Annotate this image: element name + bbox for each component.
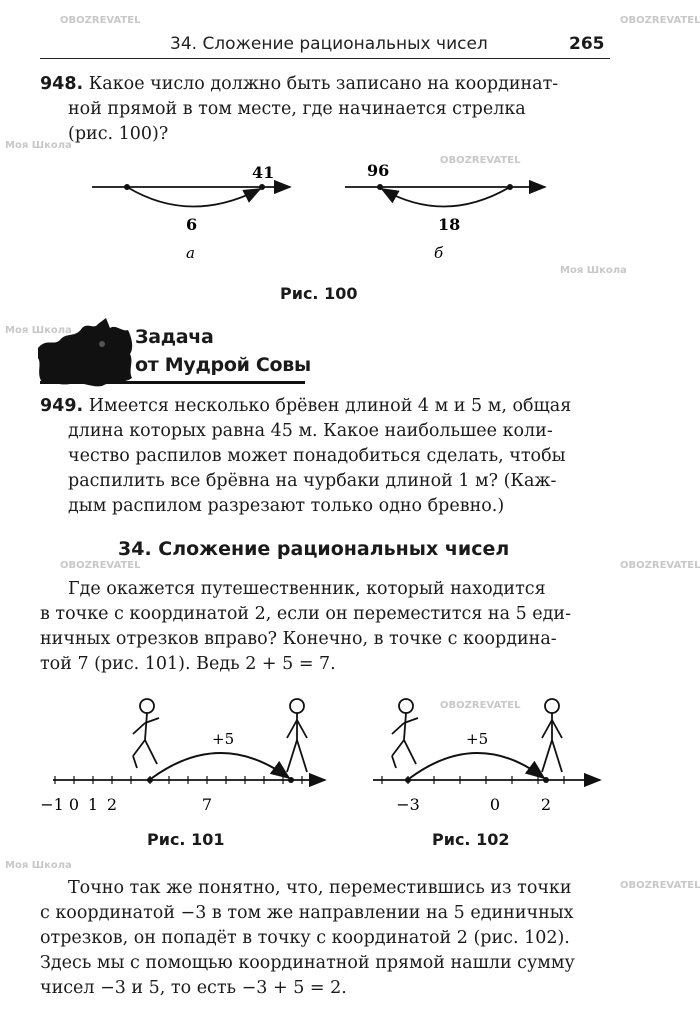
owl-title-line2: от Мудрой Совы <box>135 354 311 376</box>
text-line: ничных отрезков вправо? Конечно, в точке с координа- <box>40 629 557 649</box>
watermark: OBOZREVATEL <box>440 155 521 166</box>
problem-text-line: Какое число должно быть записано на координат- <box>88 74 559 94</box>
text-line: с координатой −3 в том же направлении на 5 единичных <box>40 903 574 923</box>
text-line: Здесь мы с помощью координатной прямой нашли сумму <box>40 953 575 973</box>
figure-100-b <box>345 161 545 262</box>
figure-100 <box>80 160 560 270</box>
caption-a: а <box>186 244 195 262</box>
text-line: той 7 (рис. 101). Ведь 2 + 5 = 7. <box>40 654 336 674</box>
text-line: отрезков, он попадёт в точку с координатой 2 (рис. 102). <box>40 928 570 948</box>
running-title: 34. Сложение рациональных чисел <box>170 34 488 54</box>
tick-label: 7 <box>201 795 213 814</box>
tick-label: −3 <box>396 795 420 814</box>
traveler-end-icon <box>542 699 562 772</box>
section-title: 34. Сложение рациональных чисел <box>118 538 510 560</box>
problem-948 <box>40 72 610 147</box>
watermark: OBOZREVATEL <box>60 560 141 571</box>
watermark: Моя Школа <box>560 265 627 276</box>
step-label: +5 <box>466 730 489 748</box>
caption-b: б <box>434 244 444 262</box>
watermark: OBOZREVATEL <box>440 700 521 711</box>
figure-101 <box>40 688 335 823</box>
page-header <box>0 32 693 62</box>
watermark: Моя Школа <box>5 860 72 871</box>
tick-label: 1 <box>87 795 99 814</box>
closing-paragraph <box>40 876 610 1001</box>
watermark: OBOZREVATEL <box>60 15 141 26</box>
owl-title-line1: Задача <box>135 326 214 348</box>
header-rule <box>40 58 610 59</box>
tick-label: 0 <box>489 795 501 814</box>
owl-underline <box>40 381 305 384</box>
step-arrow <box>410 753 544 778</box>
watermark: OBOZREVATEL <box>620 560 700 571</box>
tick-label: 2 <box>106 795 118 814</box>
tick-label: −1 <box>40 795 64 814</box>
owl-icon <box>36 318 136 388</box>
watermark: Моя Школа <box>5 325 72 336</box>
watermark: Моя Школа <box>5 140 72 151</box>
step-arrow <box>152 753 289 778</box>
tick-label: 0 <box>68 795 80 814</box>
figure-101-caption: Рис. 101 <box>147 830 225 849</box>
label-6: 6 <box>186 215 198 234</box>
problem-number: 948. <box>40 74 84 94</box>
text-line: Точно так же понятно, что, переместившись из точки <box>68 878 572 898</box>
watermark: OBOZREVATEL <box>620 15 700 26</box>
problem-text-line: Имеется несколько брёвен длиной 4 м и 5 м, общая <box>88 396 572 416</box>
tick-label: 2 <box>540 795 552 814</box>
text-line: чисел −3 и 5, то есть −3 + 5 = 2. <box>40 978 347 998</box>
figure-100-caption: Рис. 100 <box>280 284 358 303</box>
figure-100-a <box>92 163 290 262</box>
label-41: 41 <box>252 163 275 182</box>
intro-paragraph <box>40 577 610 677</box>
figure-102 <box>368 688 608 823</box>
problem-text-line: чество распилов может понадобиться сделать, чтобы <box>68 446 566 466</box>
step-label: +5 <box>212 730 235 748</box>
traveler-end-icon <box>287 699 307 772</box>
problem-text-line: распилить все брёвна на чурбаки длиной 1 м? (Каж- <box>68 471 557 491</box>
problem-949 <box>40 394 610 519</box>
problem-text-line: ной прямой в том месте, где начинается стрелка <box>68 99 526 119</box>
figure-102-caption: Рис. 102 <box>432 830 510 849</box>
text-line: в точке с координатой 2, если он переместится на 5 еди- <box>40 604 571 624</box>
label-96: 96 <box>367 161 390 180</box>
problem-text-line: (рис. 100)? <box>68 124 169 144</box>
page-number: 265 <box>569 34 605 54</box>
traveler-start-icon <box>392 699 418 768</box>
watermark: OBOZREVATEL <box>620 880 700 891</box>
text-line: Где окажется путешественник, который находится <box>68 579 546 599</box>
problem-number: 949. <box>40 396 84 416</box>
traveler-start-icon <box>133 699 159 768</box>
label-18: 18 <box>438 215 461 234</box>
problem-text-line: дым распилом разрезают только одно бревно.) <box>68 496 505 516</box>
problem-text-line: длина которых равна 45 м. Какое наибольшее коли- <box>68 421 553 441</box>
